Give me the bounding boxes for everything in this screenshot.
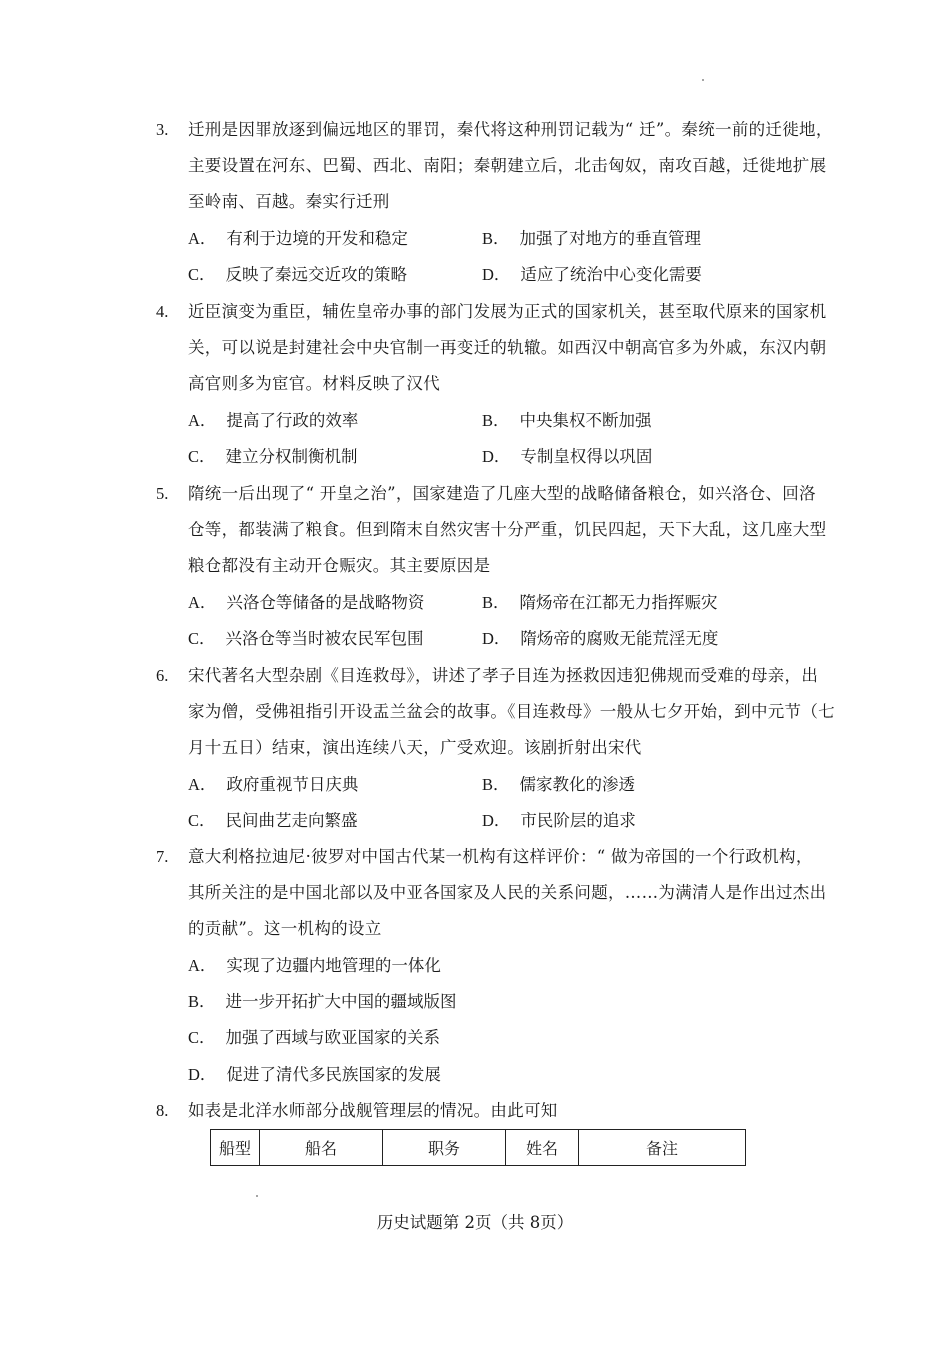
table-header-row bbox=[211, 1130, 746, 1166]
option-label: B． bbox=[188, 992, 216, 1011]
question-stem-line: 意大利格拉迪尼·彼罗对中国古代某一机构有这样评价：“ 做为帝国的一个行政机构， bbox=[188, 847, 813, 866]
question-stem-line: 高官则多为宦官。材料反映了汉代 bbox=[188, 374, 440, 393]
option-text: 实现了边疆内地管理的一体化 bbox=[226, 956, 441, 975]
option-label: C． bbox=[188, 265, 216, 284]
question-stem-line: 的贡献”。这一机构的设立 bbox=[188, 919, 382, 938]
option-label: A． bbox=[188, 411, 217, 430]
page-footer: 历史试题第 2页（共 8页） bbox=[376, 1213, 574, 1232]
option-label: D． bbox=[188, 1065, 217, 1084]
option-label: C． bbox=[188, 1028, 216, 1047]
option-c bbox=[188, 447, 358, 467]
question-stem-line: 近臣演变为重臣，辅佐皇帝办事的部门发展为正式的国家机关，甚至取代原来的国家机 bbox=[188, 302, 827, 321]
option-b bbox=[482, 593, 718, 613]
option-a bbox=[188, 956, 441, 976]
scan-speck bbox=[702, 79, 704, 81]
option-a bbox=[188, 593, 424, 613]
option-label: D． bbox=[482, 265, 511, 284]
option-a bbox=[188, 775, 358, 795]
question-stem-line: 宋代著名大型杂剧《目连救母》，讲述了孝子目连为拯救因违犯佛规而受难的母亲，出 bbox=[188, 666, 819, 685]
option-label: D． bbox=[482, 811, 511, 830]
option-a bbox=[188, 411, 358, 431]
option-text: 适应了统治中心变化需要 bbox=[520, 265, 702, 284]
table-header-remarks: 备注 bbox=[579, 1130, 746, 1166]
scan-speck bbox=[256, 1195, 258, 1197]
option-d bbox=[482, 811, 636, 831]
question-stem-line: 如表是北洋水师部分战舰管理层的情况。由此可知 bbox=[188, 1101, 558, 1120]
question-number: 7. bbox=[156, 847, 169, 866]
option-c bbox=[188, 629, 424, 649]
option-label: A． bbox=[188, 229, 217, 248]
option-text: 促进了清代多民族国家的发展 bbox=[226, 1065, 441, 1084]
ship-management-table bbox=[210, 1129, 746, 1166]
option-label: B． bbox=[482, 411, 510, 430]
option-b bbox=[188, 992, 457, 1012]
question-number: 4. bbox=[156, 302, 169, 321]
option-text: 建立分权制衡机制 bbox=[225, 447, 358, 466]
question-number: 3. bbox=[156, 120, 169, 139]
question-stem-line: 其所关注的是中国北部以及中亚各国家及人民的关系问题，……为满清人是作出过杰出 bbox=[188, 883, 827, 902]
option-label: D． bbox=[482, 629, 511, 648]
option-label: C． bbox=[188, 811, 216, 830]
question-number: 6. bbox=[156, 666, 169, 685]
option-label: A． bbox=[188, 775, 217, 794]
option-label: A． bbox=[188, 956, 217, 975]
option-c bbox=[188, 1028, 440, 1048]
option-text: 隋炀帝的腐败无能荒淫无度 bbox=[520, 629, 719, 648]
option-b bbox=[482, 229, 701, 249]
question-stem-line: 粮仓都没有主动开仓赈灾。其主要原因是 bbox=[188, 556, 491, 575]
question-stem-line: 迁刑是因罪放逐到偏远地区的罪罚，秦代将这种刑罚记载为“ 迁”。秦统一前的迁徙地， bbox=[188, 120, 833, 139]
question-stem-line: 月十五日）结束，演出连续八天，广受欢迎。该剧折射出宋代 bbox=[188, 738, 642, 757]
option-text: 儒家教化的渗透 bbox=[519, 775, 636, 794]
table-header-ship-type: 船型 bbox=[211, 1130, 260, 1166]
option-b bbox=[482, 411, 652, 431]
question-stem-line: 仓等，都装满了粮食。但到隋末自然灾害十分严重，饥民四起，天下大乱，这几座大型 bbox=[188, 520, 827, 539]
option-d bbox=[482, 629, 718, 649]
option-d bbox=[188, 1065, 441, 1085]
option-text: 兴洛仓等当时被农民军包围 bbox=[225, 629, 424, 648]
option-text: 提高了行政的效率 bbox=[226, 411, 359, 430]
option-text: 兴洛仓等储备的是战略物资 bbox=[226, 593, 425, 612]
table-header-position: 职务 bbox=[383, 1130, 506, 1166]
option-text: 专制皇权得以巩固 bbox=[520, 447, 653, 466]
table-header-ship-name: 船名 bbox=[260, 1130, 383, 1166]
question-stem-line: 至岭南、百越。秦实行迁刑 bbox=[188, 192, 390, 211]
option-label: A． bbox=[188, 593, 217, 612]
option-text: 加强了对地方的垂直管理 bbox=[519, 229, 702, 248]
option-text: 政府重视节日庆典 bbox=[226, 775, 359, 794]
option-a bbox=[188, 229, 408, 249]
option-c bbox=[188, 811, 358, 831]
table-header-name: 姓名 bbox=[506, 1130, 579, 1166]
option-label: B． bbox=[482, 593, 510, 612]
option-label: D． bbox=[482, 447, 511, 466]
question-number: 8. bbox=[156, 1101, 169, 1120]
question-stem-line: 家为僧，受佛祖指引开设盂兰盆会的故事。《目连救母》一般从七夕开始，到中元节（七 bbox=[188, 702, 835, 721]
question-stem-line: 主要设置在河东、巴蜀、西北、南阳；秦朝建立后，北击匈奴，南攻百越，迁徙地扩展 bbox=[188, 156, 827, 175]
option-text: 加强了西域与欧亚国家的关系 bbox=[225, 1028, 441, 1047]
option-b bbox=[482, 775, 635, 795]
option-text: 市民阶层的追求 bbox=[520, 811, 636, 830]
option-text: 中央集权不断加强 bbox=[519, 411, 652, 430]
option-d bbox=[482, 265, 702, 285]
option-label: B． bbox=[482, 229, 510, 248]
option-text: 反映了秦远交近攻的策略 bbox=[225, 265, 408, 284]
option-label: C． bbox=[188, 629, 216, 648]
option-text: 民间曲艺走向繁盛 bbox=[225, 811, 358, 830]
option-label: B． bbox=[482, 775, 510, 794]
option-text: 进一步开拓扩大中国的疆域版图 bbox=[225, 992, 457, 1011]
option-label: C． bbox=[188, 447, 216, 466]
option-d bbox=[482, 447, 652, 467]
option-text: 有利于边境的开发和稳定 bbox=[226, 229, 408, 248]
question-stem-line: 隋统一后出现了“ 开皇之治”，国家建造了几座大型的战略储备粮仓，如兴洛仓、回洛 bbox=[188, 484, 816, 503]
question-number: 5. bbox=[156, 484, 169, 503]
option-text: 隋炀帝在江都无力指挥赈灾 bbox=[519, 593, 718, 612]
option-c bbox=[188, 265, 407, 285]
question-stem-line: 关，可以说是封建社会中央官制一再变迁的轨辙。如西汉中朝高官多为外戚，东汉内朝 bbox=[188, 338, 827, 357]
